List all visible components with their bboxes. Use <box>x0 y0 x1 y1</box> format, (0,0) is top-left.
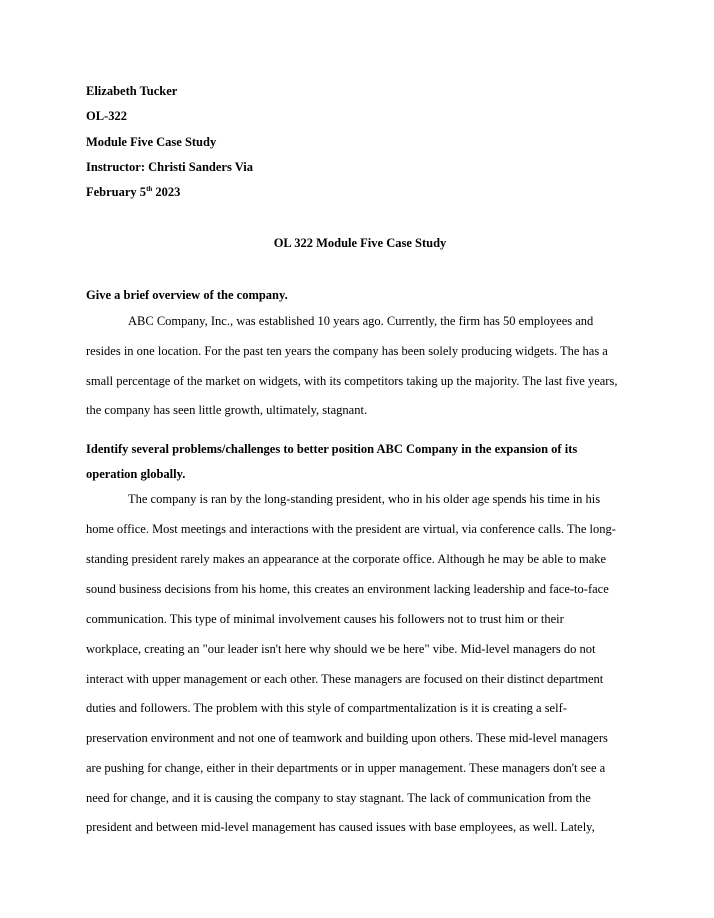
paragraph-line: sound business decisions from his home, this creates an environment lacking leadership and face-to-face <box>86 582 609 596</box>
paragraph-line: communication. This type of minimal involvement causes his followers not to trust him or their <box>86 612 564 626</box>
paragraph-line: preservation environment and not one of teamwork and building upon others. These mid-level managers <box>86 731 608 745</box>
section-heading-problems-cont: operation globally. <box>86 467 186 481</box>
paragraph-line: the company has seen little growth, ultimately, stagnant. <box>86 403 368 417</box>
paragraph-line: need for change, and it is causing the company to stay stagnant. The lack of communication from the <box>86 791 591 805</box>
paragraph-line: duties and followers. The problem with this style of compartmentalization is it is creating a self- <box>86 701 567 715</box>
date-suffix: th <box>146 184 153 193</box>
paragraph-line: are pushing for change, either in their departments or in upper management. These managers don't see a <box>86 761 606 775</box>
date-year: 2023 <box>152 185 181 199</box>
paragraph-line: The company is ran by the long-standing president, who in his older age spends his time in his <box>128 492 601 506</box>
paragraph-line: home office. Most meetings and interactions with the president are virtual, via conference calls. The long- <box>86 522 616 536</box>
document-title: OL 322 Module Five Case Study <box>273 236 447 250</box>
author-name: Elizabeth Tucker <box>86 84 178 98</box>
section-heading-overview: Give a brief overview of the company. <box>86 288 288 302</box>
paragraph-line: small percentage of the market on widgets, with its competitors taking up the majority. The last five years, <box>86 374 618 388</box>
paragraph-line: standing president rarely makes an appearance at the corporate office. Although he may be able to make <box>86 552 607 566</box>
course-code: OL-322 <box>86 109 127 123</box>
paragraph-line: ABC Company, Inc., was established 10 years ago. Currently, the firm has 50 employees and <box>128 314 594 328</box>
date-month-day: February 5 <box>86 185 147 199</box>
paragraph-line: resides in one location. For the past ten years the company has been solely producing widgets. The has a <box>86 344 608 358</box>
instructor-name: Instructor: Christi Sanders Via <box>86 160 254 174</box>
paragraph-line: interact with upper management or each other. These managers are focused on their distinct department <box>86 672 604 686</box>
section-heading-problems: Identify several problems/challenges to better position ABC Company in the expansion of its <box>86 442 578 456</box>
submission-date <box>86 185 180 200</box>
paragraph-line: president and between mid-level management has caused issues with base employees, as well. Lately, <box>86 820 595 834</box>
assignment-name: Module Five Case Study <box>86 135 217 149</box>
paragraph-line: workplace, creating an "our leader isn't here why should we be here" vibe. Mid-level managers do not <box>86 642 596 656</box>
